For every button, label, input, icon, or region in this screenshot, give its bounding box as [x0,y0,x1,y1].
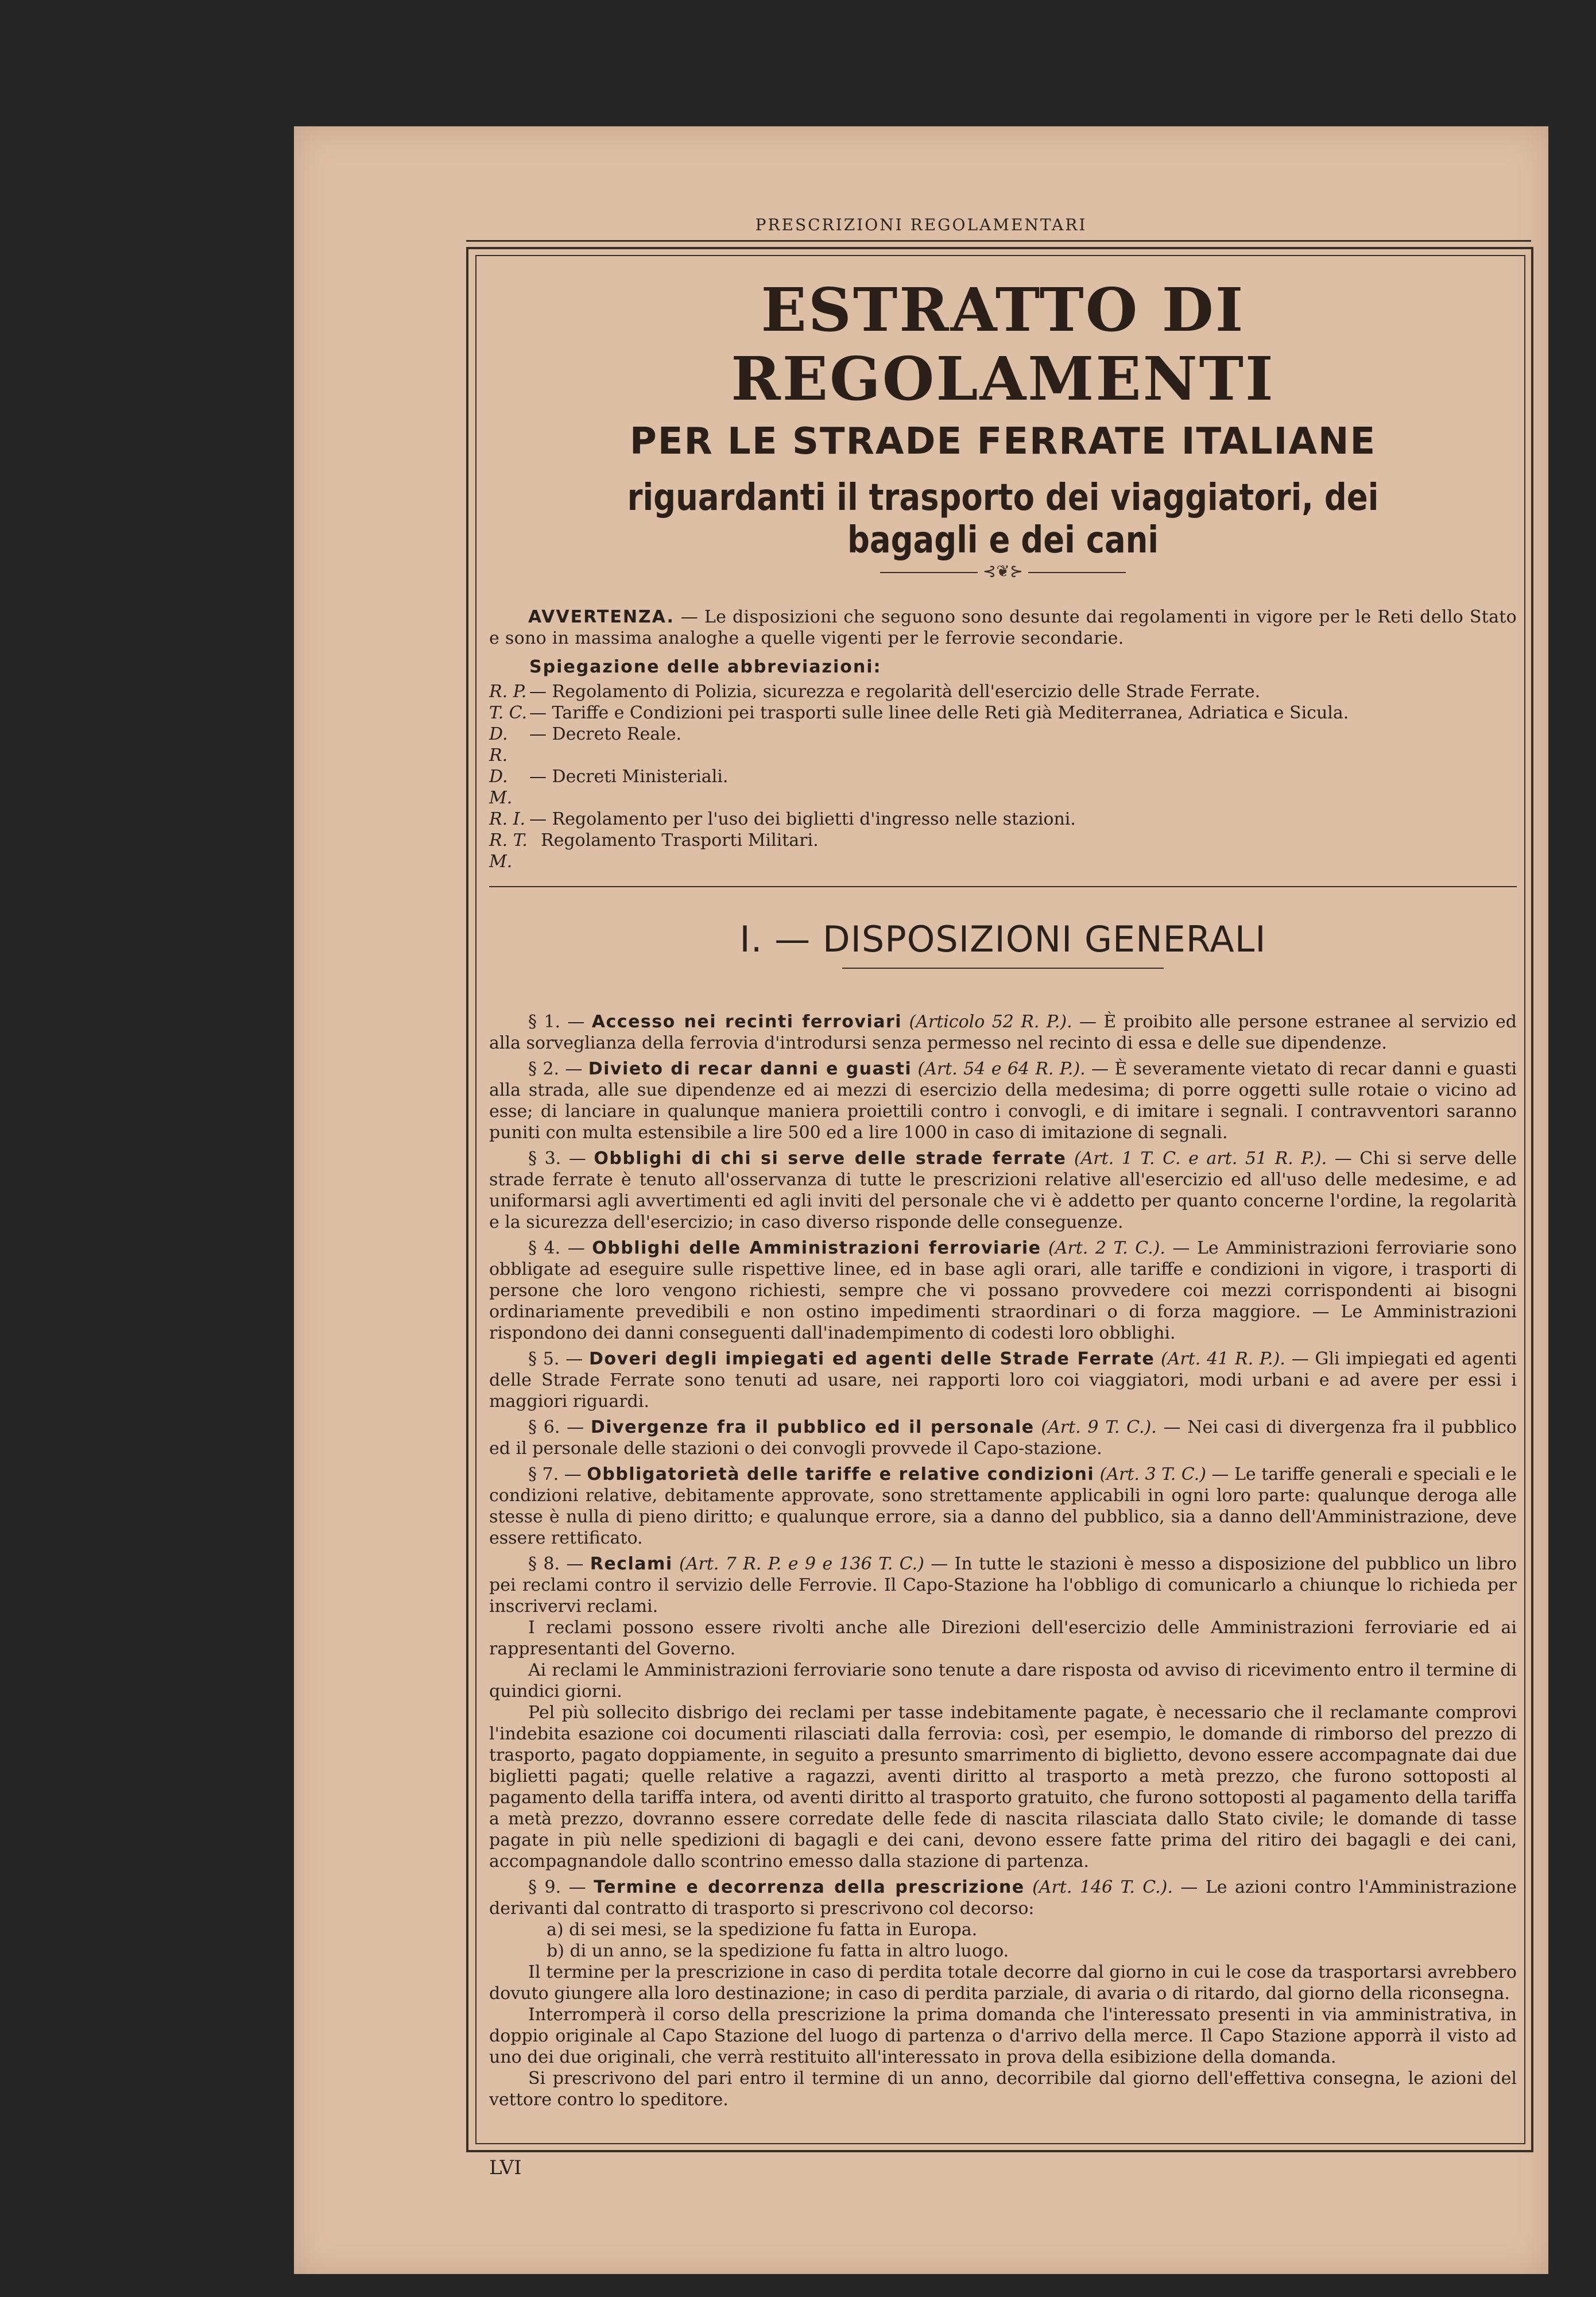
article-heading: Reclami [590,1554,673,1574]
article-heading: Doveri degli impiegati ed agenti delle Strade Ferrate [588,1349,1155,1369]
article-number: § 2. [528,1059,559,1079]
article-text: — Gli impiegati ed agenti delle Strade Ferrate sono tenuti ad usare, nei rapporti loro coi viaggiatori, modi urbani e ad avere per essi i maggiori riguardi. [489,1349,1517,1412]
article-1 [489,1011,1517,1054]
abbreviation-key: D. M. [489,767,513,808]
article-reference: (Art. 2 T. C.). [1041,1238,1165,1258]
article-9-paragraph: Interromperà il corso della prescrizione la prima domanda che l'interessato presenti in via amministrativa, in doppio originale al Capo Stazione del luogo di partenza o d'arrivo della merce. Il Capo Stazione apporrà il visto ad uno dei due originali, che verrà restituito all'interessato in prova della esibizione della domanda. [489,2005,1517,2067]
article-dash: — [561,1148,594,1169]
article-text: — Le Amministrazioni ferroviarie sono obbligate ad eseguire sulle rispettive linee, ed in base agli orari, alle tariffe e condizioni in vigore, i trasporti di persone che loro vengono richiesti, sempre che vi possano provvedere coi mezzi corrispondenti ai bisogni ordinariamente prevedibili e non ostino impedimenti straordinari o di forza maggiore. — Le Amministrazioni rispondono dei danni conseguenti dall'inadempimento di codesti loro obblighi. [489,1238,1517,1343]
abbreviation-key: R. I. [489,809,526,829]
article-heading: Obblighi di chi si serve delle strade ferrate [594,1148,1067,1169]
article-dash: — [559,1464,587,1484]
article-9-paragraph: Il termine per la prescrizione in caso di perdita totale decorre dal giorno in cui le cose da trasportarsi avrebbero dovuto giungere alla loro destinazione; in caso di perdita parziale, di avaria o di ritardo, dal giorno della riconsegna. [489,1962,1517,2004]
running-head: PRESCRIZIONI REGOLAMENTARI [755,215,1087,234]
article-heading: Accesso nei recinti ferroviari [591,1012,902,1032]
article-number: § 5. [528,1349,560,1369]
abbreviation-item [489,702,1517,724]
article-dash: — [560,1238,592,1258]
article-text: — In tutte le stazioni è messo a disposizione del pubblico un libro pei reclami contro il servizio delle Ferrovie. Il Capo-Stazione ha l'obbligo di comunicarlo a chiunque lo richieda per inscrivervi reclami. [489,1554,1517,1617]
article-heading: Divieto di recar danni e guasti [588,1059,912,1079]
article-number: § 9. [528,1877,561,1897]
article-text: — Chi si serve delle strade ferrate è tenuto all'osservanza di tutte le prescrizioni relative all'esercizio ed all'uso delle medesime, e ad uniformarsi agli avvertimenti ed agli inviti del personale che vi è addetto per quanto concerne l'ordine, la regolarità e la sicurezza dell'esercizio; in caso diverso risponde delle conseguenze. [489,1148,1517,1232]
avvertenza-text: — Le disposizioni che seguono sono desunte dai regolamenti in vigore per le Reti dello Stato e sono in massima analoghe a quelle vigenti per le ferrovie secondarie. [489,607,1517,648]
abbreviation-item [489,681,1517,702]
article-reference: (Art. 7 R. P. e 9 e 136 T. C.) [672,1554,924,1574]
abbreviations-list [489,681,1517,872]
article-reference: (Art. 3 T. C.) [1094,1464,1206,1484]
article-2 [489,1058,1517,1143]
article-reference: (Art. 9 T. C.). [1034,1417,1157,1437]
abbreviation-item [489,724,1517,766]
article-9-paragraph: Si prescrivono del pari entro il termine di un anno, decorribile dal giorno dell'effettiva consegna, le azioni del vettore contro lo speditore. [489,2068,1517,2110]
article-6 [489,1417,1517,1459]
abbreviation-item [489,809,1517,830]
page-subtitle: PER LE STRADE FERRATE ITALIANE [629,420,1377,463]
abbreviation-value: — Tariffe e Condizioni pei trasporti sulle linee delle Reti già Mediterranea, Adriatica e Sicula. [529,703,1349,723]
article-text: — Le azioni contro l'Amministrazione derivanti dal contratto di trasporto si prescrivono col decorso: [489,1877,1517,1919]
page-content [489,270,1517,2110]
article-dash: — [561,1877,594,1897]
article-8-paragraph: I reclami possono essere rivolti anche alle Direzioni dell'esercizio delle Amministrazioni ferroviarie ed ai rappresentanti del Governo. [489,1618,1517,1659]
article-text: — Le tariffe generali e speciali e le condizioni relative, debitamente approvate, sono strettamente applicabili in ogni loro parte: qualunque deroga alle stesse è nulla di pieno diritto; e qualunque errore, sia a danno del pubblico, sia a danno dell'Amministrazione, deve essere rettificato. [489,1464,1517,1548]
article-number: § 6. [528,1417,560,1437]
article-reference: (Art. 1 T. C. e art. 51 R. P.). [1066,1148,1327,1169]
article-reference: (Art. 146 T. C.). [1024,1877,1173,1897]
section-title-rule [842,968,1164,969]
article-dash: — [560,1417,591,1437]
article-4 [489,1238,1517,1344]
abbreviation-item [489,766,1517,809]
abbreviation-value: Regolamento Trasporti Militari. [541,830,819,850]
section-separator [489,886,1517,887]
page-subtitle-2: riguardanti il trasporto dei viaggiatori, dei bagagli e dei cani [627,477,1379,562]
article-text: — Nei casi di divergenza fra il pubblico ed il personale delle stazioni o dei convogli provvede il Capo-stazione. [489,1417,1517,1459]
article-9 [489,1877,1517,1919]
article-dash: — [559,1349,589,1369]
article-dash: — [559,1059,588,1079]
article-8 [489,1553,1517,1617]
article-7 [489,1464,1517,1549]
article-dash: — [560,1012,592,1032]
article-number: § 1. [528,1012,561,1032]
section-title: I. — DISPOSIZIONI GENERALI [739,918,1266,960]
article-text: — È proibito alle persone estranee al servizio ed alla sorveglianza della ferrovia d'introdursi senza permesso nel recinto di essa e delle sue dipendenze. [489,1012,1517,1053]
document-page [294,126,1548,2274]
article-dash: — [560,1554,590,1574]
abbreviation-value: — Decreto Reale. [529,724,682,744]
top-rule [466,240,1531,242]
article-number: § 3. [528,1148,561,1169]
abbreviation-value: — Decreti Ministeriali. [529,767,729,787]
article-3 [489,1148,1517,1233]
article-reference: (Articolo 52 R. P.). [902,1012,1072,1032]
abbreviation-key: T. C. [489,703,528,723]
article-9-list-item: a) di sei mesi, se la spedizione fu fatta in Europa. [547,1920,978,1940]
article-heading: Obbligatorietà delle tariffe e relative condizioni [587,1464,1095,1484]
article-heading: Termine e decorrenza della prescrizione [594,1877,1025,1897]
article-8-paragraph: Pel più sollecito disbrigo dei reclami per tasse indebitamente pagate, è necessario che il reclamante comprovi l'indebita esazione coi documenti rilasciati dalla ferrovia: così, per esempio, le domande di rimborso del prezzo di trasporto, pagato doppiamente, in seguito a presunto smarrimento di biglietto, devono essere accompagnate dai due biglietti pagati; quelle relative a ragazzi, aventi diritto al trasporto a metà prezzo, che furono sottoposti al pagamento della tariffa intera, od aventi diritto al trasporto gratuito, che furono sottoposti al pagamento della tariffa a metà prezzo, dovranno essere corredate delle fede di nascita rilasciata dallo Stato civile; le domande di tasse pagate in più nelle spedizioni di bagagli e dei cani, devono essere fatte prima del ritiro dei bagagli e dei cani, accompagnandole dallo scontrino emesso dalla stazione di partenza. [489,1703,1517,1871]
article-heading: Obblighi delle Amministrazioni ferroviarie [592,1238,1041,1258]
article-9-list-item: b) di un anno, se la spedizione fu fatta in altro luogo. [547,1941,1009,1961]
page-number: LVI [489,2156,522,2179]
article-8-paragraph: Ai reclami le Amministrazioni ferroviarie sono tenute a dare risposta od avviso di ricevimento entro il termine di quindici giorni. [489,1660,1517,1702]
page-title: ESTRATTO DI REGOLAMENTI [731,274,1275,414]
article-text: — È severamente vietato di recar danni e guasti alla strada, alle sue dipendenze ed ai mezzi di esercizio della medesima; di porre oggetti sulle rotaie o vicino ad esse; di lanciare in qualunque maniera proiettili contro i convogli, e di imitare i segnali. I contravventori saranno puniti con multa estensibile a lire 500 ed a lire 1000 in caso di imitazione di segnali. [489,1059,1517,1143]
abbreviation-value: — Regolamento per l'uso dei biglietti d'ingresso nelle stazioni. [529,809,1076,829]
abbreviation-key: D. R. [489,724,508,765]
avvertenza-label: AVVERTENZA. [528,607,675,627]
article-heading: Divergenze fra il pubblico ed il personale [590,1417,1035,1437]
avvertenza-paragraph [489,606,1517,649]
article-reference: (Art. 54 e 64 R. P.). [912,1059,1086,1079]
abbreviation-item [489,830,1517,872]
abbreviation-key: R. T. M. [489,830,528,872]
abbreviation-value: — Regolamento di Polizia, sicurezza e regolarità dell'esercizio delle Strade Ferrate. [529,682,1261,702]
article-number: § 7. [528,1464,559,1484]
abbreviation-key: R. P. [489,682,527,702]
ornament-divider: ⊰❦⊱ [489,562,1517,581]
article-number: § 4. [528,1238,561,1258]
abbreviations-heading: Spiegazione delle abbreviazioni: [529,657,882,677]
article-5 [489,1348,1517,1412]
article-reference: (Art. 41 R. P.). [1155,1349,1285,1369]
article-number: § 8. [528,1554,560,1574]
